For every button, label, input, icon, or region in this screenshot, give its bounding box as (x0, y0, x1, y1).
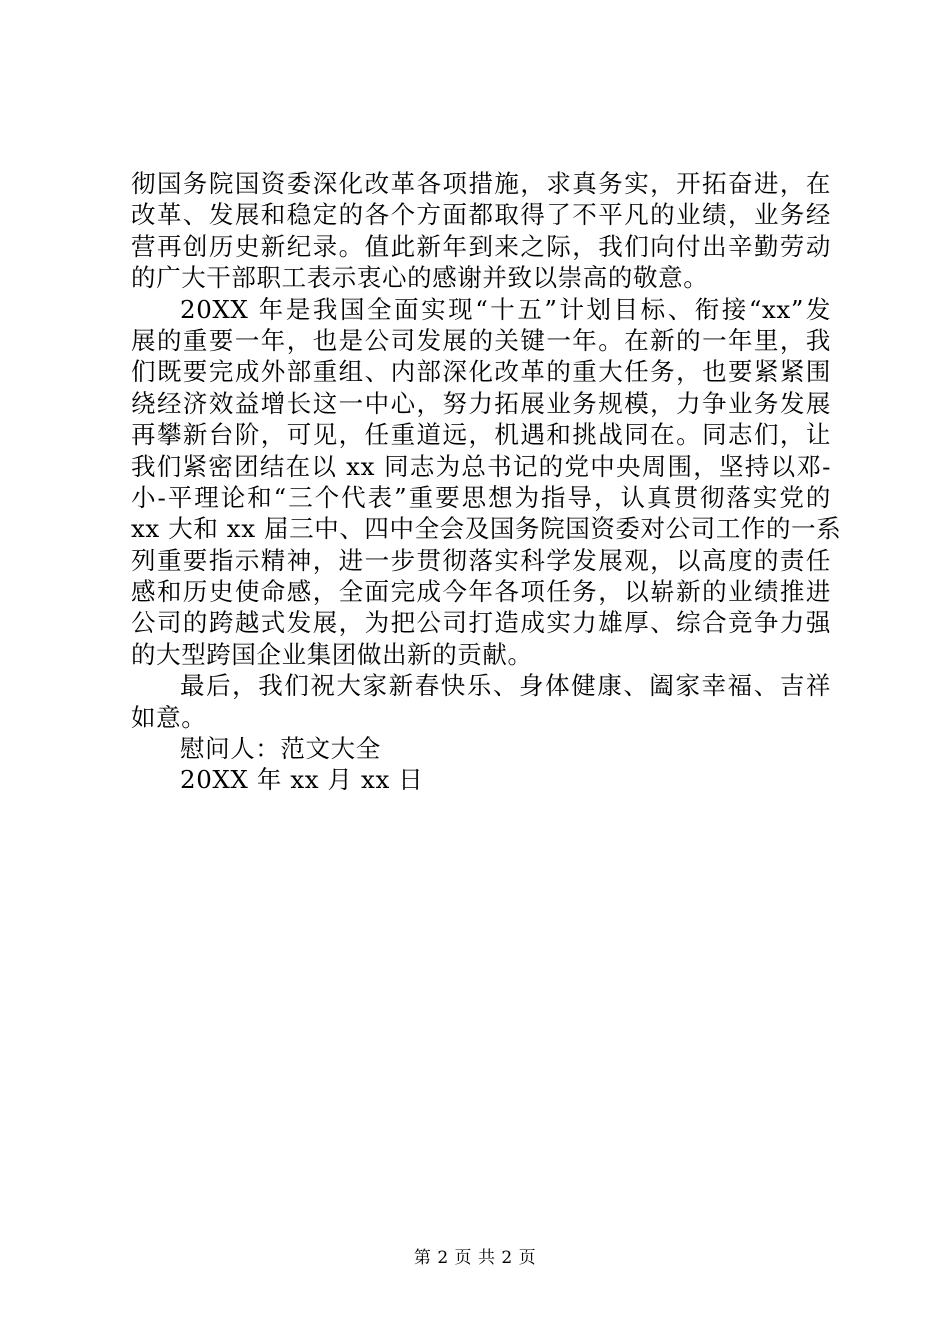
text-line: 最后，我们祝大家新春快乐、身体健康、阖家幸福、吉祥 (180, 671, 831, 701)
page-footer: 第 2 页 共 2 页 (413, 1248, 537, 1268)
text-line: 再攀新台阶，可见，任重道远，机遇和挑战同在。同志们，让 (131, 420, 831, 450)
text-line: 改革、发展和稳定的各个方面都取得了不平凡的业绩，业务经 (131, 200, 831, 230)
text-line: 我们紧密团结在以 xx 同志为总书记的党中央周围，坚持以邓- (131, 451, 831, 481)
text-line: 展的重要一年，也是公司发展的关键一年。在新的一年里，我 (131, 325, 831, 355)
text-line: 感和历史使命感，全面完成今年各项任务，以崭新的业绩推进 (131, 577, 831, 607)
text-line: 的广大干部职工表示衷心的感谢并致以崇高的敬意。 (131, 263, 709, 293)
text-line: 小-平理论和“三个代表”重要思想为指导，认真贯彻落实党的 (131, 482, 831, 512)
text-line: 公司的跨越式发展，为把公司打造成实力雄厚、综合竞争力强 (131, 608, 831, 638)
text-line: xx 大和 xx 届三中、四中全会及国务院国资委对公司工作的一系 (131, 514, 842, 544)
document-body (131, 168, 842, 796)
text-line: 绕经济效益增长这一中心，努力拓展业务规模，力争业务发展 (131, 388, 831, 418)
text-line: 的大型跨国企业集团做出新的贡献。 (131, 639, 533, 669)
text-line: 20XX 年 xx 月 xx 日 (180, 765, 424, 795)
text-line: 慰问人：范文大全 (180, 734, 381, 764)
text-line: 如意。 (131, 702, 207, 732)
text-line: 彻国务院国资委深化改革各项措施，求真务实，开拓奋进，在 (131, 169, 831, 198)
text-line: 列重要指示精神，进一步贯彻落实科学发展观，以高度的责任 (131, 545, 831, 575)
text-line: 们既要完成外部重组、内部深化改革的重大任务，也要紧紧围 (131, 357, 831, 387)
text-line: 营再创历史新纪录。值此新年到来之际，我们向付出辛勤劳动 (131, 231, 831, 261)
text-line: 20XX 年是我国全面实现“十五”计划目标、衔接“xx”发 (180, 294, 831, 324)
